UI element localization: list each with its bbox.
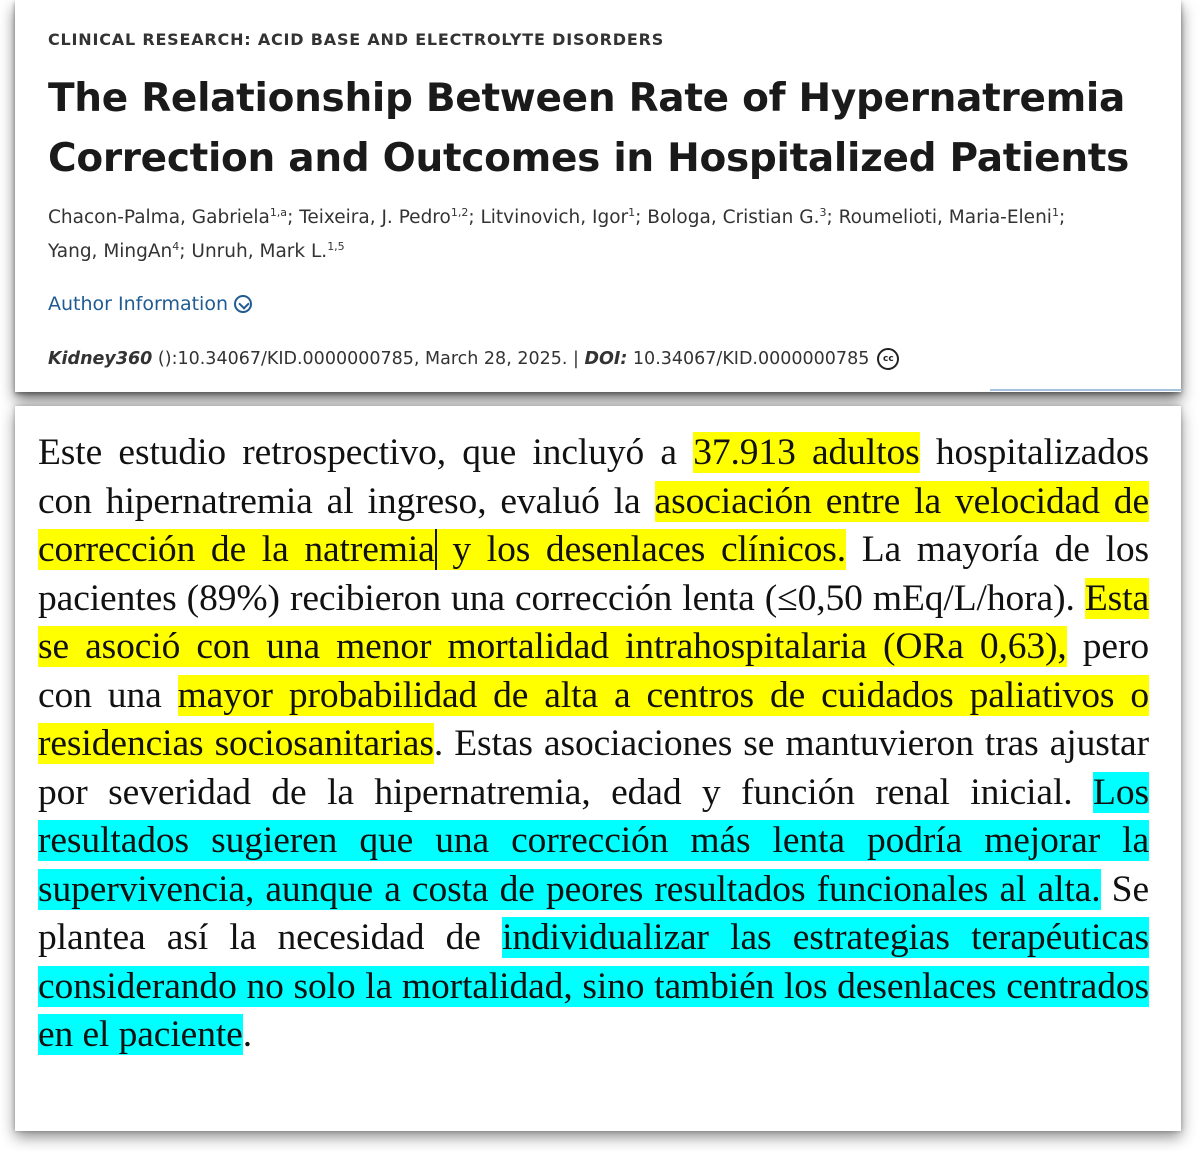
highlight-cyan: individualizar las estrategias terapéuticas considerando no solo la mortalidad, sino también los desenlaces centrados en el paciente	[38, 917, 1149, 1055]
header-divider	[990, 389, 1182, 391]
author-link[interactable]: Unruh, Mark L.$^{1,5}$	[191, 240, 345, 262]
doi-value[interactable]: 10.34067/KID.0000000785	[627, 349, 870, 369]
author-link[interactable]: Bologa, Cristian G.$^3$	[647, 206, 827, 228]
author-list: Chacon-Palma, Gabriela$^{1,a}$; Teixeira, J. Pedro$^{1,2}$; Litvinovich, Igor$^1$; Bologa, Cristian G.$^3$; Roumelioti, Maria-Eleni$^1$; Yang, MingAn$^4$; Unruh, Mark L.$^{1,5}$	[48, 206, 1066, 262]
article-header-card	[15, 0, 1181, 392]
highlight-yellow: 37.913 adultos	[693, 432, 920, 473]
author-link[interactable]: Chacon-Palma, Gabriela$^{1,a}$	[48, 206, 288, 228]
text-caret: asociación entre la velocidad de corrección de la natremia	[38, 480, 1149, 570]
highlight-yellow: mayor probabilidad de alta a centros de cuidados paliativos o residencias sociosanitarias	[38, 674, 1149, 764]
author-link[interactable]: Yang, MingAn$^4$	[48, 240, 180, 262]
author-link[interactable]: Roumelioti, Maria-Eleni$^1$	[838, 206, 1059, 228]
cc-icon: cc	[877, 348, 899, 370]
journal-name: Kidney360	[48, 349, 153, 369]
author-link[interactable]: Teixeira, J. Pedro$^{1,2}$	[299, 206, 469, 228]
article-title	[48, 69, 1181, 189]
doi-label: DOI:	[584, 349, 628, 369]
title-line-1: The Relationship Between Rate of Hypernatremia	[48, 76, 1126, 121]
highlight-cyan: Los resultados sugieren que una corrección más lenta podría mejorar la supervivencia, aunque a costa de peores resultados funcionales al alta.	[38, 771, 1149, 910]
highlight-yellow: asociación entre la velocidad de corrección de la natremia y los desenlaces clínicos.	[38, 480, 1149, 570]
chevron-down-icon	[234, 295, 252, 313]
author-information-toggle[interactable]	[48, 293, 252, 315]
author-information-label: Author Information	[48, 293, 228, 315]
summary-paragraph: Este estudio retrospectivo, que incluyó a 37.913 adultos hospitalizados con hipernatremia al ingreso, evaluó la asociación entre la velocidad de corrección de la natremia y los desenlaces clínicos. La mayoría de los pacientes (89%) recibieron una corrección lenta (≤0,50 mEq/L/hora). Esta se asoció con una menor mortalidad intrahospitalaria (ORa 0,63), pero con una mayor probabilidad de alta a centros de cuidados paliativos o residencias sociosanitarias. Estas asociaciones se mantuvieron tras ajustar por severidad de la hipernatremia, edad y función renal inicial. Los resultados sugieren que una corrección más lenta podría mejorar la supervivencia, aunque a costa de peores resultados funcionales al alta. Se plantea así la necesidad de individualizar las estrategias terapéuticas considerando no solo la mortalidad, sino también los desenlaces centrados en el paciente.	[38, 432, 1150, 1055]
author-link[interactable]: Litvinovich, Igor$^1$	[480, 206, 636, 228]
citation-ref: ():10.34067/KID.0000000785, March 28, 2025. |	[152, 349, 585, 369]
summary-card	[15, 406, 1181, 1131]
article-category: CLINICAL RESEARCH: ACID BASE AND ELECTROLYTE DISORDERS	[48, 30, 665, 49]
citation-line	[48, 348, 1181, 370]
highlight-yellow: Esta se asoció con una menor mortalidad intrahospitalaria (ORa 0,63),	[38, 577, 1149, 667]
title-line-2: Correction and Outcomes in Hospitalized Patients	[48, 136, 1130, 181]
